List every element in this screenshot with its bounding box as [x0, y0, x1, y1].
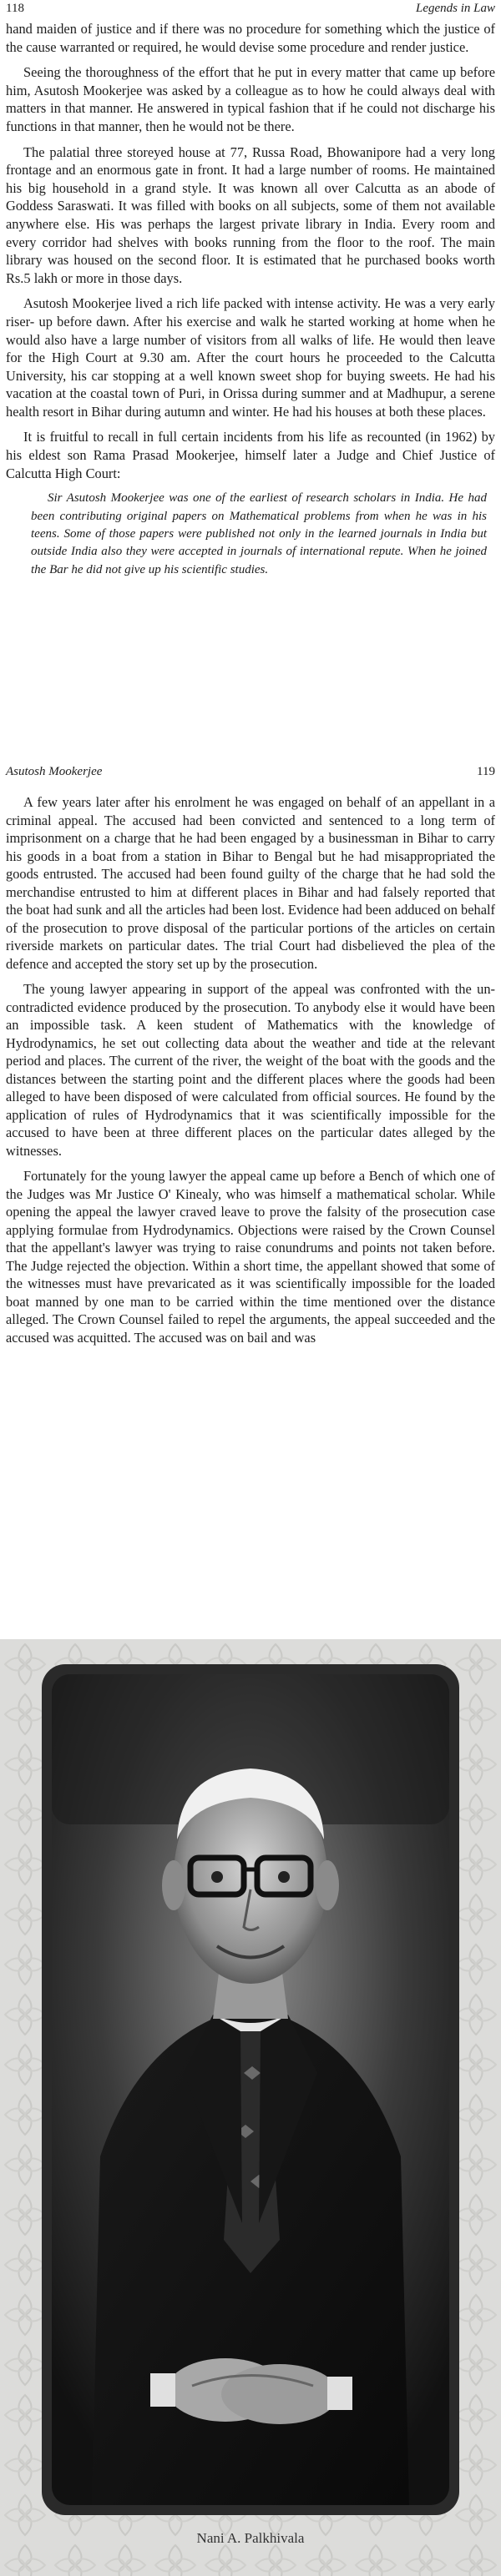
running-title: Asutosh Mookerjee: [6, 765, 103, 778]
paragraph: Fortunately for the young lawyer the appeal came up before a Bench of which one of the Judges was Mr Justice O' Kinealy, who was himself a mathematical scholar. While opening the appeal the lawyer craved leave to prove the falsity of the prosecution case applying formulae from Hydrodynamics. Objections were raised by the Crown Counsel that the appellant's lawyer was trying to raise conundrums and points not taken before. The Judge rejected the objection. Within a short time, the appellant showed that some of the witnesses must have prevaricated as it was scientifically impossible for the loaded boat manned by one man to be carried within the time mentioned over the distance alleged. The Crown Counsel failed to repel the arguments, the appeal succeeded and the accused was acquitted. The accused was on bail and was: [6, 1168, 495, 1346]
paragraph: Seeing the thoroughness of the effort that he put in every matter that came up before him, Asutosh Mookerjee was asked by a colleague as to how he could always deal with matters in that manner. He answered in typical fashion that if he could not discharge his functions in that manner, then he would not be there.: [6, 64, 495, 134]
running-head: [6, 755, 495, 783]
running-title: Legends in Law: [415, 2, 495, 15]
paragraph: Asutosh Mookerjee lived a rich life packed with intense activity. He was a very early riser- up before dawn. After his exercise and walk he started working at home when he would also have a large number of visitors from all walks of life. He would then leave for the High Court at 9.30 am. After the court hours he proceeded to the Calcutta University, his car stopping at a well known sweet shop for buying sweets. He had his vacation at the coastal town of Puri, in Orissa during summer and at Madhupur, a serene health resort in Bihar during autumn and winter. He had his houses at both these places.: [6, 295, 495, 420]
paragraph: A few years later after his enrolment he was engaged on behalf of an appellant in a criminal appeal. The accused had been convicted and sentenced to a long term of imprisonment on a charge that he had been engaged by a businessman in Bihar to carry his goods in a boat from a station in Bihar to Bengal but he had misappropriated the goods entrusted. The accused had been found guilty of the charge that he had sold the merchandise entrusted to him at different places in Bihar and had falsely reported that the boat had sunk and all the articles had been lost. Evidence had been adduced on behalf of the prosecution to prove disposal of the particular portions of the articles on certain riverside markets on particular dates. The trial Court had disbelieved the plea of the defence and accepted the story set up by the prosecution.: [6, 794, 495, 972]
page-number: 118: [6, 2, 24, 15]
paragraph: It is fruitful to recall in full certain incidents from his life as recounted (in 1962) by his eldest son Rama Prasad Mookerjee, himself later a Judge and Chief Justice of Calcutta High Court:: [6, 429, 495, 481]
paragraph: The palatial three storeyed house at 77, Russa Road, Bhowanipore had a very long frontage and an enormous gate in front. It had a large number of rooms. He maintained his big household in a grand style. It was known all over Calcutta as an abode of Goddess Saraswati. It was filled with books on all subjects, some of them not available anywhere else. His was perhaps the largest private library in India. Every room and every corridor had shelves with books running from the floor to the roof. The main library was housed on the second floor. It is estimated that he purchased books worth Rs.5 lakh or more in those days.: [6, 143, 495, 286]
block-quote: Sir Asutosh Mookerjee was one of the earliest of research scholars in India. He had been contributing original papers on Mathematical problems from when he was in his teens. Some of those papers were published not only in the learned journals in India but outside India also they were accepted in journals of international repute. When he joined the Bar he did not give up his scientific studies.: [31, 491, 487, 576]
page-118: [0, 0, 501, 751]
portrait-plate: [0, 1639, 501, 2576]
photo-caption: Nani A. Palkhivala: [196, 2530, 305, 2546]
paragraph: hand maiden of justice and if there was no procedure for something which the justice of the cause warranted or required, he would devise some procedure and render justice.: [6, 21, 495, 55]
portrait-photo: [0, 1639, 501, 2576]
page-number: 119: [477, 765, 495, 778]
paragraph: The young lawyer appearing in support of the appeal was confronted with the un-contradicted evidence produced by the prosecution. To anybody else it would have been an impossible task. A keen student of Mathematics with the knowledge of Hydrodynamics, he set out collecting data about the weather and tide at the relevant period and places. The current of the river, the weight of the boat with the goods and the distances between the starting point and the different places where the goods had been alleged to have been disposed of were calculated from official sources. He found by the application of rules of Hydrodynamics that it was scientifically impossible for the accused to have been at three different places on the particular dates alleged by the witnesses.: [6, 981, 495, 1159]
running-head: [6, 0, 495, 20]
